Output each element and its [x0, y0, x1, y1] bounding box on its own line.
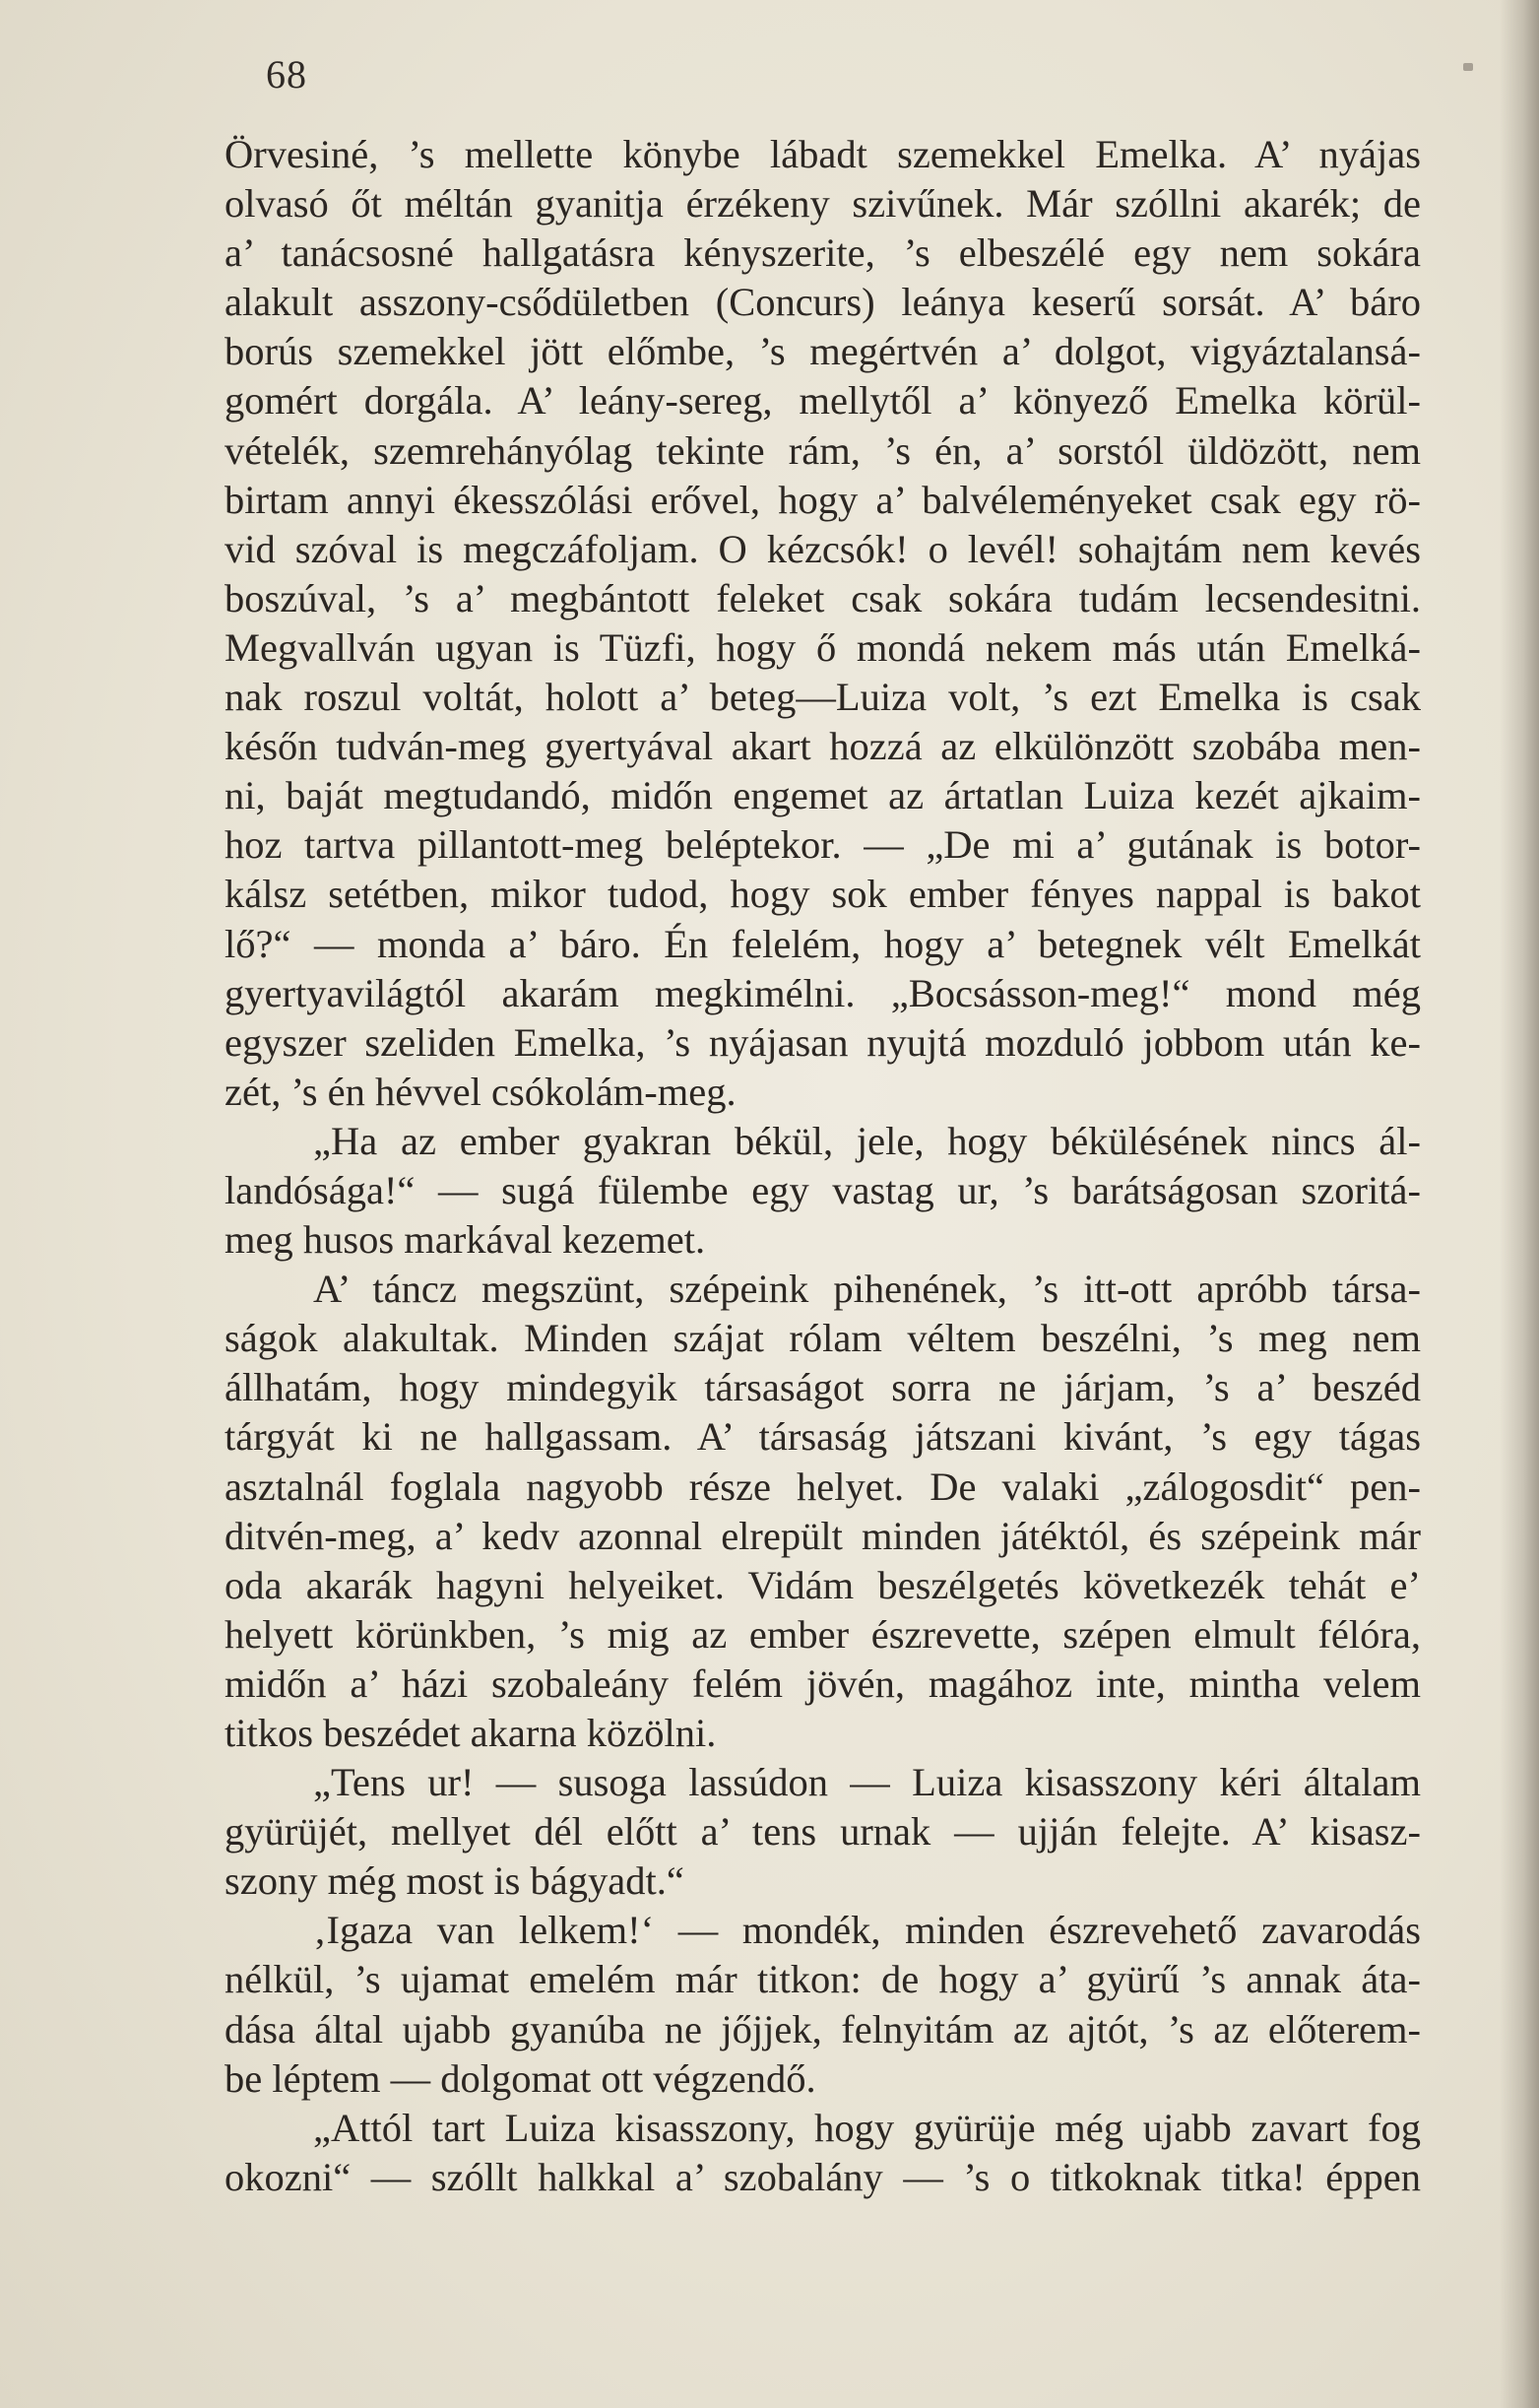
gutter-shadow: [1500, 0, 1539, 2408]
text-line: „Tens ur! — susoga lassúdon — Luiza kisasszony kéri általam: [313, 1760, 1421, 1805]
text-line: dása által ujabb gyanúba ne jőjjek, felnyitám az ajtót, ’s az előterem-: [224, 2006, 1421, 2051]
text-line: be léptem — dolgomat ott végzendő.: [224, 2055, 816, 2101]
text-line: ni, baját megtudandó, midőn engemet az ártatlan Luiza kezét ajkaim-: [224, 773, 1421, 818]
text-line: hoz tartva pillantott-meg beléptekor. — „De mi a’ gutának is botor-: [224, 822, 1421, 868]
text-line: Megvallván ugyan is Tüzfi, hogy ő mondá nekem más után Emelká-: [224, 624, 1421, 670]
text-line: „Attól tart Luiza kisasszony, hogy gyürüje még ujabb zavart fog: [313, 2105, 1421, 2150]
text-line: a’ tanácsosné hallgatásra kényszerite, ’s elbeszélé egy nem sokára: [224, 230, 1421, 276]
text-line: oda akarák hagyni helyeiket. Vidám beszélgetés következék tehát e’: [224, 1562, 1421, 1607]
body-text: [224, 130, 1421, 2202]
text-line: gyürüjét, mellyet dél előtt a’ tens urnak — ujján felejte. A’ kisasz-: [224, 1809, 1421, 1855]
text-line: szony még most is bágyadt.“: [224, 1858, 684, 1904]
text-line: A’ táncz megszünt, szépeink pihenének, ’s itt-ott apróbb társa-: [313, 1267, 1421, 1312]
text-line: olvasó őt méltán gyanitja érzékeny szivűnek. Már szóllni akarék; de: [224, 181, 1421, 227]
text-line: asztalnál foglala nagyobb része helyet. De valaki „zálogosdit“ pen-: [224, 1464, 1421, 1509]
text-line: okozni“ — szóllt halkkal a’ szobalány — ’s o titkoknak titka! éppen: [224, 2154, 1421, 2199]
text-line: gomért dorgála. A’ leány-sereg, mellytől a’ könyező Emelka körül-: [224, 378, 1421, 423]
text-line: kálsz setétben, mikor tudod, hogy sok ember fényes nappal is bakot: [224, 872, 1421, 917]
text-line: zét, ’s én hévvel csókolám-meg.: [224, 1069, 737, 1114]
text-line: midőn a’ házi szobaleány felém jövén, magához inte, mintha velem: [224, 1660, 1421, 1706]
text-line: „Ha az ember gyakran békül, jele, hogy békülésének nincs ál-: [313, 1118, 1421, 1163]
text-line: borús szemekkel jött előmbe, ’s megértvén a’ dolgot, vigyáztalansá-: [224, 329, 1421, 374]
text-line: titkos beszédet akarna közölni.: [224, 1711, 717, 1755]
text-line: vételék, szemrehányólag tekinte rám, ’s én, a’ sorstól üldözött, nem: [224, 427, 1421, 473]
text-line: lő?“ — monda a’ báro. Én felelém, hogy a’ betegnek vélt Emelkát: [224, 921, 1421, 966]
text-line: ságok alakultak. Minden szájat rólam véltem beszélni, ’s meg nem: [224, 1316, 1421, 1361]
text-line: nak roszul voltát, holott a’ beteg—Luiza volt, ’s ezt Emelka is csak: [224, 675, 1421, 720]
text-line: helyett körünkben, ’s mig az ember észrevette, szépen elmult félóra,: [224, 1611, 1421, 1657]
text-line: későn tudván-meg gyertyával akart hozzá az elkülönzött szobába men-: [224, 724, 1421, 769]
text-line: alakult asszony-csődületben (Concurs) leánya keserű sorsát. A’ báro: [224, 280, 1421, 325]
text-line: vid szóval is megczáfoljam. O kézcsók! o levél! sohajtám nem kevés: [224, 526, 1421, 571]
text-line: állhatám, hogy mindegyik társaságot sorra ne járjam, ’s a’ beszéd: [224, 1365, 1421, 1410]
text-line: birtam annyi ékesszólási erővel, hogy a’ balvéleményeket csak egy rö-: [224, 477, 1421, 522]
text-line: boszúval, ’s a’ megbántott feleket csak sokára tudám lecsendesitni.: [224, 575, 1421, 620]
text-line: meg husos markával kezemet.: [224, 1217, 706, 1263]
text-line: egyszer szeliden Emelka, ’s nyájasan nyujtá mozduló jobbom után ke-: [224, 1019, 1421, 1065]
text-line: Örvesiné, ’s mellette könybe lábadt szemekkel Emelka. A’ nyájas: [224, 132, 1421, 176]
text-line: ditvén-meg, a’ kedv azonnal elrepült minden játéktól, és szépeink már: [224, 1513, 1421, 1558]
text-line: gyertyavilágtól akarám megkimélni. „Bocsásson-meg!“ mond még: [224, 970, 1421, 1015]
ink-speck: [1463, 63, 1473, 71]
text-line: ‚Igaza van lelkem!‘ — mondék, minden észrevehető zavarodás: [313, 1908, 1421, 1953]
page-number: 68: [266, 52, 307, 97]
text-line: tárgyát ki ne hallgassam. A’ társaság játszani kivánt, ’s egy tágas: [224, 1414, 1421, 1460]
text-line: landósága!“ — sugá fülembe egy vastag ur, ’s barátságosan szoritá-: [224, 1167, 1421, 1212]
text-line: nélkül, ’s ujamat emelém már titkon: de hogy a’ gyürű ’s annak áta-: [224, 1957, 1421, 2002]
